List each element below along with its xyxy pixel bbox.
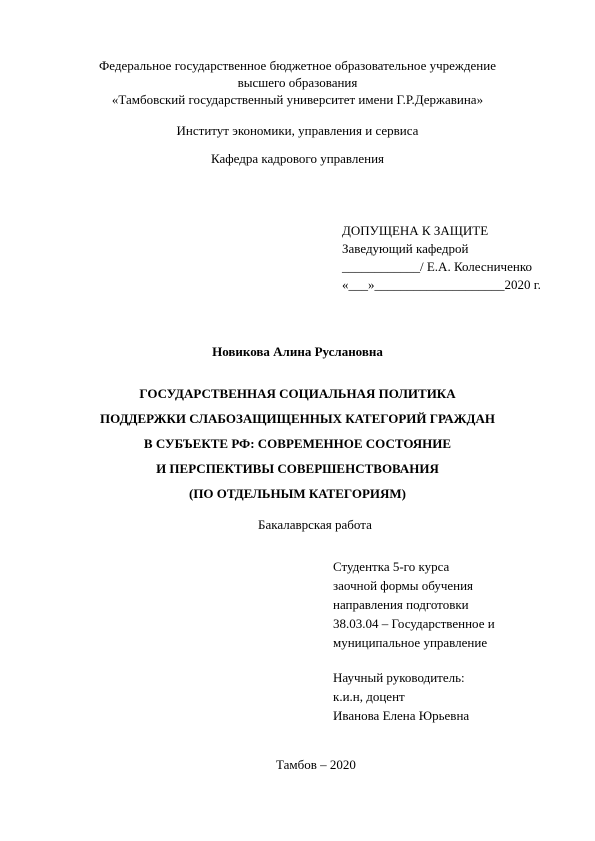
institute-name: Институт экономики, управления и сервиса — [176, 123, 419, 138]
thesis-title-line: В СУБЪЕКТЕ РФ: СОВРЕМЕННОЕ СОСТОЯНИЕ — [143, 436, 452, 451]
supervisor-label: Научный руководитель: — [333, 670, 465, 685]
student-info-line: муниципальное управление — [333, 635, 488, 650]
thesis-title-line: И ПЕРСПЕКТИВЫ СОВЕРШЕНСТВОВАНИЯ — [156, 461, 439, 476]
department-name: Кафедра кадрового управления — [210, 151, 385, 166]
city-year: Тамбов – 2020 — [276, 757, 356, 772]
approval-signature-line: ____________/ Е.А. Колесниченко — [342, 259, 532, 274]
work-type: Бакалаврская работа — [258, 517, 372, 532]
student-info-line: направления подготовки — [333, 597, 469, 612]
student-info-line: 38.03.04 – Государственное и — [333, 616, 495, 631]
thesis-title-line: (ПО ОТДЕЛЬНЫМ КАТЕГОРИЯМ) — [188, 486, 406, 501]
approval-date-line: «___»____________________2020 г. — [342, 277, 541, 292]
author-name: Новикова Алина Руслановна — [212, 344, 383, 359]
supervisor-degree: к.и.н, доцент — [333, 689, 405, 704]
student-info-line: Студентка 5-го курса — [333, 559, 450, 574]
student-info-line: заочной формы обучения — [333, 578, 474, 593]
approval-position: Заведующий кафедрой — [342, 241, 469, 256]
approval-title: ДОПУЩЕНА К ЗАЩИТЕ — [342, 223, 489, 238]
institution-line-3: «Тамбовский государственный университет имени Г.Р.Державина» — [111, 92, 484, 107]
thesis-title-line: ПОДДЕРЖКИ СЛАБОЗАЩИЩЕННЫХ КАТЕГОРИЙ ГРАЖДАН — [100, 411, 495, 426]
institution-line-1: Федеральное государственное бюджетное образовательное учреждение — [99, 58, 496, 73]
thesis-title-line: ГОСУДАРСТВЕННАЯ СОЦИАЛЬНАЯ ПОЛИТИКА — [139, 386, 456, 401]
supervisor-name: Иванова Елена Юрьевна — [333, 708, 470, 723]
institution-line-2: высшего образования — [237, 75, 358, 90]
